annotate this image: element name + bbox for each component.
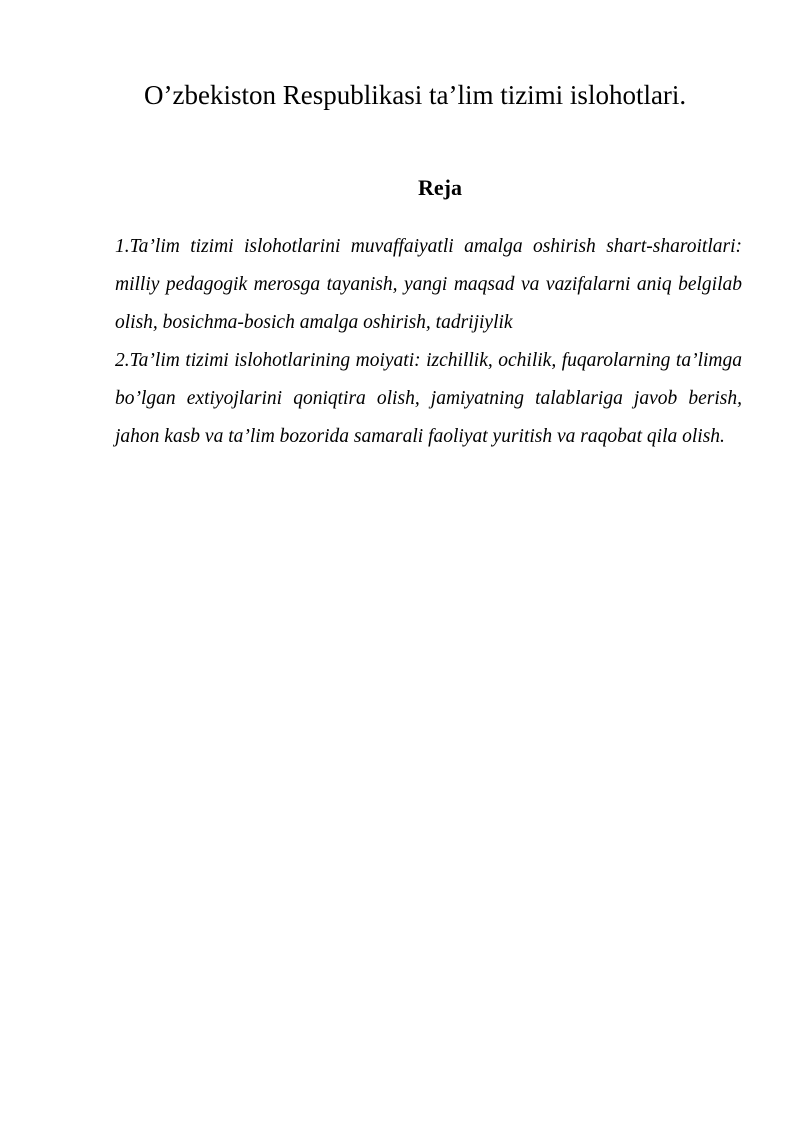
document-title: O’zbekiston Respublikasi ta’lim tizimi islohotlari. bbox=[144, 80, 687, 110]
plan-item-2: 2.Ta’lim tizimi islohotlarining moiyati: izchillik, ochilik, fuqarolarning ta’limga bo’lgan extiyojlarini qoniqtira olish, jamiyatning talablariga javob berish, jahon kasb va ta’lim bozorida samarali faoliyat yuritish va raqobat qila olish. bbox=[115, 350, 742, 447]
plan-heading: Reja bbox=[418, 175, 462, 200]
plan-item-1: 1.Ta’lim tizimi islohotlarini muvaffaiyatli amalga oshirish shart-sharoitlari: milliy pedagogik merosga tayanish, yangi maqsad va vazifalarni aniq belgilab olish, bosichma-bosich amalga oshirish, tadrijiylik bbox=[115, 236, 742, 333]
plan-list bbox=[115, 228, 742, 456]
